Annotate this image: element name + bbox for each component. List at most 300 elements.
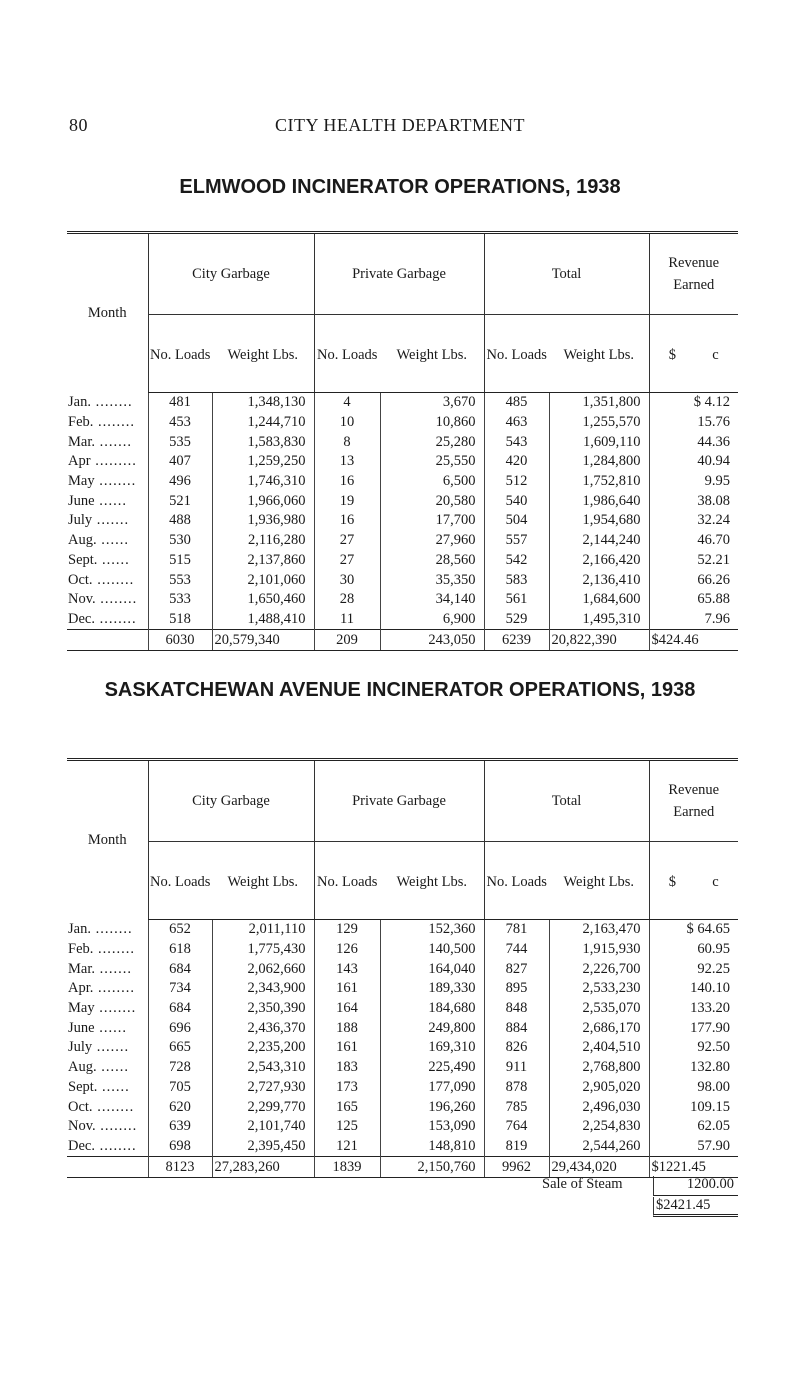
month-label: July (68, 512, 93, 529)
private-loads-cell: 8 (314, 432, 380, 452)
leader-dots: ........ (93, 414, 135, 431)
total-weight-cell: 2,254,830 (549, 1117, 649, 1137)
total-loads-cell: 542 (484, 551, 549, 571)
month-header: Month (67, 760, 148, 920)
total-weight-cell: 1,284,800 (549, 452, 649, 472)
month-label: June (68, 492, 95, 509)
private-weight-header: Weight Lbs. (380, 842, 484, 920)
month-label: Dec. (68, 1137, 95, 1154)
table-row (67, 452, 738, 472)
table-row (67, 413, 738, 433)
table-row (67, 491, 738, 511)
leader-dots: ........ (92, 1098, 135, 1115)
leader-dots: ........ (95, 591, 138, 608)
total-loads-total: 9962 (484, 1157, 549, 1178)
city-weight-cell: 1,966,060 (212, 491, 314, 511)
total-loads-cell: 420 (484, 452, 549, 472)
revenue-cell: 65.88 (649, 590, 738, 610)
private-weight-cell: 249,800 (380, 1018, 484, 1038)
city-loads-cell: 481 (148, 393, 212, 413)
month-cell (67, 531, 148, 551)
revenue-cell: 15.76 (649, 413, 738, 433)
private-weight-cell: 25,550 (380, 452, 484, 472)
elmwood-title: ELMWOOD INCINERATOR OPERATIONS, 1938 (179, 176, 621, 198)
private-loads-cell: 16 (314, 511, 380, 531)
revenue-cell: 92.50 (649, 1038, 738, 1058)
revenue-cell: 133.20 (649, 999, 738, 1019)
private-loads-header: No. Loads (314, 842, 380, 920)
total-loads-total: 6239 (484, 630, 549, 651)
city-weight-cell: 2,543,310 (212, 1058, 314, 1078)
total-weight-total: 20,822,390 (549, 630, 649, 651)
total-loads-cell: 884 (484, 1018, 549, 1038)
total-weight-cell: 1,609,110 (549, 432, 649, 452)
city-weight-cell: 2,727,930 (212, 1078, 314, 1098)
total-loads-cell: 504 (484, 511, 549, 531)
total-weight-cell: 1,915,930 (549, 940, 649, 960)
city-weight-cell: 1,244,710 (212, 413, 314, 433)
revenue-cell: $ 4.12 (649, 393, 738, 413)
private-loads-cell: 183 (314, 1058, 380, 1078)
total-weight-cell: 2,166,420 (549, 551, 649, 571)
saskatchewan-title: SASKATCHEWAN AVENUE INCINERATOR OPERATIONS, 1938 (104, 679, 696, 701)
total-header: Total (484, 233, 649, 315)
total-loads-header: No. Loads (484, 842, 549, 920)
city-weight-cell: 2,343,900 (212, 979, 314, 999)
private-weight-cell: 140,500 (380, 940, 484, 960)
private-weight-cell: 225,490 (380, 1058, 484, 1078)
month-label: Mar. (68, 433, 95, 450)
table-row (67, 531, 738, 551)
grand-total-value: $2421.45 (653, 1197, 738, 1217)
month-label: Aug. (68, 1059, 97, 1076)
total-loads-cell: 540 (484, 491, 549, 511)
total-weight-cell: 1,495,310 (549, 610, 649, 630)
city-weight-cell: 2,116,280 (212, 531, 314, 551)
city-weight-cell: 2,235,200 (212, 1038, 314, 1058)
total-loads-cell: 895 (484, 979, 549, 999)
table-row (67, 551, 738, 571)
table-row (67, 920, 738, 940)
leader-dots: ....... (94, 960, 132, 977)
month-label: Dec. (68, 610, 95, 627)
total-weight-cell: 2,544,260 (549, 1137, 649, 1157)
month-cell (67, 1078, 148, 1098)
private-loads-cell: 129 (314, 920, 380, 940)
page-number: 80 (69, 115, 88, 135)
private-weight-cell: 17,700 (380, 511, 484, 531)
total-weight-total: 29,434,020 (549, 1157, 649, 1178)
private-weight-cell: 25,280 (380, 432, 484, 452)
private-weight-cell: 153,090 (380, 1117, 484, 1137)
table-row (67, 1117, 738, 1137)
total-weight-cell: 1,255,570 (549, 413, 649, 433)
month-cell (67, 590, 148, 610)
total-weight-cell: 1,351,800 (549, 393, 649, 413)
month-label: Oct. (68, 571, 93, 588)
total-weight-cell: 1,752,810 (549, 472, 649, 492)
city-loads-total: 6030 (148, 630, 212, 651)
private-weight-header: Weight Lbs. (380, 315, 484, 393)
month-label: Mar. (68, 960, 95, 977)
private-loads-cell: 121 (314, 1137, 380, 1157)
total-loads-cell: 543 (484, 432, 549, 452)
city-weight-cell: 1,259,250 (212, 452, 314, 472)
month-label: June (68, 1019, 95, 1036)
total-loads-cell: 561 (484, 590, 549, 610)
revenue-cell: 44.36 (649, 432, 738, 452)
private-loads-cell: 30 (314, 570, 380, 590)
revenue-cell: 46.70 (649, 531, 738, 551)
leader-dots: ........ (93, 980, 135, 997)
revenue-cell: 132.80 (649, 1058, 738, 1078)
city-loads-cell: 553 (148, 570, 212, 590)
month-label: Aug. (68, 532, 97, 549)
total-loads-cell: 529 (484, 610, 549, 630)
leader-dots: ........ (94, 610, 137, 627)
city-weight-cell: 1,936,980 (212, 511, 314, 531)
month-cell (67, 452, 148, 472)
private-weight-cell: 164,040 (380, 959, 484, 979)
sale-of-steam-value: 1200.00 (653, 1176, 738, 1196)
city-loads-cell: 453 (148, 413, 212, 433)
total-loads-cell: 512 (484, 472, 549, 492)
city-loads-cell: 696 (148, 1018, 212, 1038)
month-cell (67, 491, 148, 511)
total-weight-cell: 2,905,020 (549, 1078, 649, 1098)
total-weight-cell: 1,684,600 (549, 590, 649, 610)
leader-dots: ........ (92, 571, 135, 588)
month-label: Apr (68, 453, 91, 470)
currency-header: $ c (649, 842, 738, 920)
month-header: Month (67, 233, 148, 393)
total-weight-cell: 2,535,070 (549, 999, 649, 1019)
total-loads-cell: 583 (484, 570, 549, 590)
private-weight-cell: 35,350 (380, 570, 484, 590)
city-weight-cell: 2,101,740 (212, 1117, 314, 1137)
leader-dots: ...... (97, 551, 130, 568)
total-weight-cell: 2,686,170 (549, 1018, 649, 1038)
private-weight-cell: 20,580 (380, 491, 484, 511)
month-cell (67, 511, 148, 531)
total-weight-cell: 2,496,030 (549, 1097, 649, 1117)
total-loads-cell: 878 (484, 1078, 549, 1098)
private-loads-total: 209 (314, 630, 380, 651)
total-weight-cell: 2,226,700 (549, 959, 649, 979)
month-cell (67, 979, 148, 999)
leader-dots: ........ (94, 473, 137, 490)
total-weight-cell: 2,768,800 (549, 1058, 649, 1078)
month-cell (67, 413, 148, 433)
month-label: Sept. (68, 1078, 98, 1095)
private-weight-cell: 27,960 (380, 531, 484, 551)
table-row (67, 999, 738, 1019)
leader-dots: ........ (95, 1118, 138, 1135)
city-garbage-header: City Garbage (148, 233, 314, 315)
private-loads-cell: 4 (314, 393, 380, 413)
private-loads-cell: 161 (314, 979, 380, 999)
total-weight-cell: 2,136,410 (549, 570, 649, 590)
month-cell (67, 393, 148, 413)
revenue-cell: 177.90 (649, 1018, 738, 1038)
city-loads-header: No. Loads (148, 315, 212, 393)
private-weight-cell: 28,560 (380, 551, 484, 571)
total-weight-cell: 2,533,230 (549, 979, 649, 999)
leader-dots: ........ (90, 394, 133, 411)
total-loads-cell: 848 (484, 999, 549, 1019)
city-weight-cell: 1,650,460 (212, 590, 314, 610)
city-weight-cell: 2,436,370 (212, 1018, 314, 1038)
private-loads-cell: 125 (314, 1117, 380, 1137)
private-loads-cell: 28 (314, 590, 380, 610)
city-loads-cell: 533 (148, 590, 212, 610)
private-loads-cell: 10 (314, 413, 380, 433)
revenue-cell: 140.10 (649, 979, 738, 999)
city-weight-cell: 2,137,860 (212, 551, 314, 571)
city-loads-cell: 518 (148, 610, 212, 630)
elmwood-table (67, 231, 738, 651)
total-weight-cell: 2,404,510 (549, 1038, 649, 1058)
total-weight-cell: 2,144,240 (549, 531, 649, 551)
city-loads-cell: 734 (148, 979, 212, 999)
city-loads-cell: 684 (148, 999, 212, 1019)
city-weight-cell: 2,101,060 (212, 570, 314, 590)
private-loads-cell: 164 (314, 999, 380, 1019)
total-weight-header: Weight Lbs. (549, 842, 649, 920)
table-row (67, 1018, 738, 1038)
month-label: Nov. (68, 1118, 96, 1135)
total-loads-cell: 485 (484, 393, 549, 413)
month-label: Jan. (68, 921, 91, 938)
month-cell (67, 940, 148, 960)
private-weight-total: 243,050 (380, 630, 484, 651)
month-label: Nov. (68, 591, 96, 608)
private-loads-cell: 27 (314, 531, 380, 551)
total-loads-cell: 463 (484, 413, 549, 433)
leader-dots: ...... (96, 532, 129, 549)
total-loads-cell: 557 (484, 531, 549, 551)
month-cell (67, 570, 148, 590)
revenue-cell: $ 64.65 (649, 920, 738, 940)
month-cell (67, 432, 148, 452)
city-weight-cell: 1,775,430 (212, 940, 314, 960)
private-loads-header: No. Loads (314, 315, 380, 393)
month-cell (67, 551, 148, 571)
month-label: May (68, 473, 95, 490)
private-weight-cell: 184,680 (380, 999, 484, 1019)
private-loads-cell: 27 (314, 551, 380, 571)
private-loads-total: 1839 (314, 1157, 380, 1178)
month-cell (67, 920, 148, 940)
city-weight-cell: 2,350,390 (212, 999, 314, 1019)
leader-dots: ...... (94, 492, 127, 509)
city-loads-cell: 488 (148, 511, 212, 531)
sale-of-steam-label: Sale of Steam (542, 1176, 623, 1192)
city-loads-cell: 620 (148, 1097, 212, 1117)
table-row (67, 1097, 738, 1117)
revenue-cell: 7.96 (649, 610, 738, 630)
table-row (67, 1058, 738, 1078)
saskatchewan-table (67, 758, 738, 1178)
revenue-header: Revenue Earned (649, 760, 738, 842)
revenue-cell: 9.95 (649, 472, 738, 492)
city-weight-cell: 2,062,660 (212, 959, 314, 979)
month-cell (67, 1137, 148, 1157)
revenue-total: $424.46 (649, 630, 738, 651)
totals-row (67, 1157, 738, 1178)
table-row (67, 1038, 738, 1058)
month-cell (67, 1018, 148, 1038)
revenue-cell: 66.26 (649, 570, 738, 590)
private-loads-cell: 165 (314, 1097, 380, 1117)
table-row (67, 979, 738, 999)
table-row (67, 432, 738, 452)
leader-dots: ........ (94, 1000, 137, 1017)
city-weight-cell: 1,746,310 (212, 472, 314, 492)
private-weight-cell: 6,500 (380, 472, 484, 492)
table-row (67, 511, 738, 531)
revenue-cell: 57.90 (649, 1137, 738, 1157)
revenue-cell: 32.24 (649, 511, 738, 531)
private-weight-cell: 177,090 (380, 1078, 484, 1098)
city-weight-cell: 2,395,450 (212, 1137, 314, 1157)
month-cell (67, 999, 148, 1019)
month-label: Jan. (68, 394, 91, 411)
table-row (67, 1137, 738, 1157)
revenue-cell: 62.05 (649, 1117, 738, 1137)
table-row (67, 472, 738, 492)
month-cell (67, 472, 148, 492)
city-weight-cell: 1,348,130 (212, 393, 314, 413)
city-loads-cell: 521 (148, 491, 212, 511)
revenue-header: Revenue Earned (649, 233, 738, 315)
city-loads-cell: 515 (148, 551, 212, 571)
private-weight-cell: 189,330 (380, 979, 484, 999)
private-loads-cell: 173 (314, 1078, 380, 1098)
private-loads-cell: 11 (314, 610, 380, 630)
city-weight-total: 20,579,340 (212, 630, 314, 651)
private-loads-cell: 188 (314, 1018, 380, 1038)
month-cell (67, 1058, 148, 1078)
month-label: Oct. (68, 1098, 93, 1115)
total-weight-header: Weight Lbs. (549, 315, 649, 393)
city-weight-cell: 1,583,830 (212, 432, 314, 452)
leader-dots: ........ (94, 1137, 137, 1154)
total-loads-cell: 785 (484, 1097, 549, 1117)
private-weight-cell: 6,900 (380, 610, 484, 630)
leader-dots: ......... (90, 453, 137, 470)
month-label: Apr. (68, 980, 94, 997)
table-row (67, 590, 738, 610)
private-weight-cell: 148,810 (380, 1137, 484, 1157)
month-label: May (68, 1000, 95, 1017)
table-row (67, 940, 738, 960)
total-loads-cell: 826 (484, 1038, 549, 1058)
totals-row (67, 630, 738, 651)
private-loads-cell: 143 (314, 959, 380, 979)
revenue-cell: 98.00 (649, 1078, 738, 1098)
city-garbage-header: City Garbage (148, 760, 314, 842)
month-label: Feb. (68, 414, 94, 431)
table-row (67, 393, 738, 413)
private-garbage-header: Private Garbage (314, 760, 484, 842)
revenue-cell: 52.21 (649, 551, 738, 571)
private-weight-cell: 3,670 (380, 393, 484, 413)
total-loads-cell: 781 (484, 920, 549, 940)
revenue-cell: 38.08 (649, 491, 738, 511)
currency-header: $ c (649, 315, 738, 393)
city-weight-header: Weight Lbs. (212, 315, 314, 393)
leader-dots: ...... (97, 1078, 130, 1095)
city-loads-cell: 618 (148, 940, 212, 960)
leader-dots: ....... (92, 512, 130, 529)
city-weight-header: Weight Lbs. (212, 842, 314, 920)
revenue-cell: 109.15 (649, 1097, 738, 1117)
leader-dots: ...... (96, 1059, 129, 1076)
city-loads-header: No. Loads (148, 842, 212, 920)
total-loads-cell: 911 (484, 1058, 549, 1078)
revenue-total: $1221.45 (649, 1157, 738, 1178)
total-loads-header: No. Loads (484, 315, 549, 393)
city-loads-cell: 698 (148, 1137, 212, 1157)
month-cell (67, 1097, 148, 1117)
private-loads-cell: 161 (314, 1038, 380, 1058)
total-loads-cell: 744 (484, 940, 549, 960)
private-weight-cell: 152,360 (380, 920, 484, 940)
private-weight-cell: 169,310 (380, 1038, 484, 1058)
total-loads-cell: 819 (484, 1137, 549, 1157)
city-loads-cell: 665 (148, 1038, 212, 1058)
city-loads-cell: 728 (148, 1058, 212, 1078)
city-loads-total: 8123 (148, 1157, 212, 1178)
total-weight-cell: 1,986,640 (549, 491, 649, 511)
month-cell (67, 959, 148, 979)
table-row (67, 610, 738, 630)
city-weight-cell: 1,488,410 (212, 610, 314, 630)
city-weight-total: 27,283,260 (212, 1157, 314, 1178)
city-loads-cell: 496 (148, 472, 212, 492)
private-weight-cell: 10,860 (380, 413, 484, 433)
city-loads-cell: 639 (148, 1117, 212, 1137)
table-row (67, 570, 738, 590)
city-loads-cell: 705 (148, 1078, 212, 1098)
private-weight-cell: 196,260 (380, 1097, 484, 1117)
city-loads-cell: 652 (148, 920, 212, 940)
private-loads-cell: 126 (314, 940, 380, 960)
month-cell (67, 610, 148, 630)
leader-dots: ....... (92, 1039, 130, 1056)
month-cell (67, 1117, 148, 1137)
private-weight-cell: 34,140 (380, 590, 484, 610)
revenue-cell: 40.94 (649, 452, 738, 472)
table-row (67, 1078, 738, 1098)
total-loads-cell: 764 (484, 1117, 549, 1137)
revenue-cell: 60.95 (649, 940, 738, 960)
private-weight-total: 2,150,760 (380, 1157, 484, 1178)
running-header (0, 115, 800, 139)
city-loads-cell: 530 (148, 531, 212, 551)
leader-dots: ....... (94, 433, 132, 450)
city-loads-cell: 407 (148, 452, 212, 472)
revenue-cell: 92.25 (649, 959, 738, 979)
running-title: CITY HEALTH DEPARTMENT (275, 115, 525, 135)
city-loads-cell: 535 (148, 432, 212, 452)
month-label: July (68, 1039, 93, 1056)
total-weight-cell: 1,954,680 (549, 511, 649, 531)
private-garbage-header: Private Garbage (314, 233, 484, 315)
private-loads-cell: 16 (314, 472, 380, 492)
leader-dots: ........ (90, 921, 133, 938)
